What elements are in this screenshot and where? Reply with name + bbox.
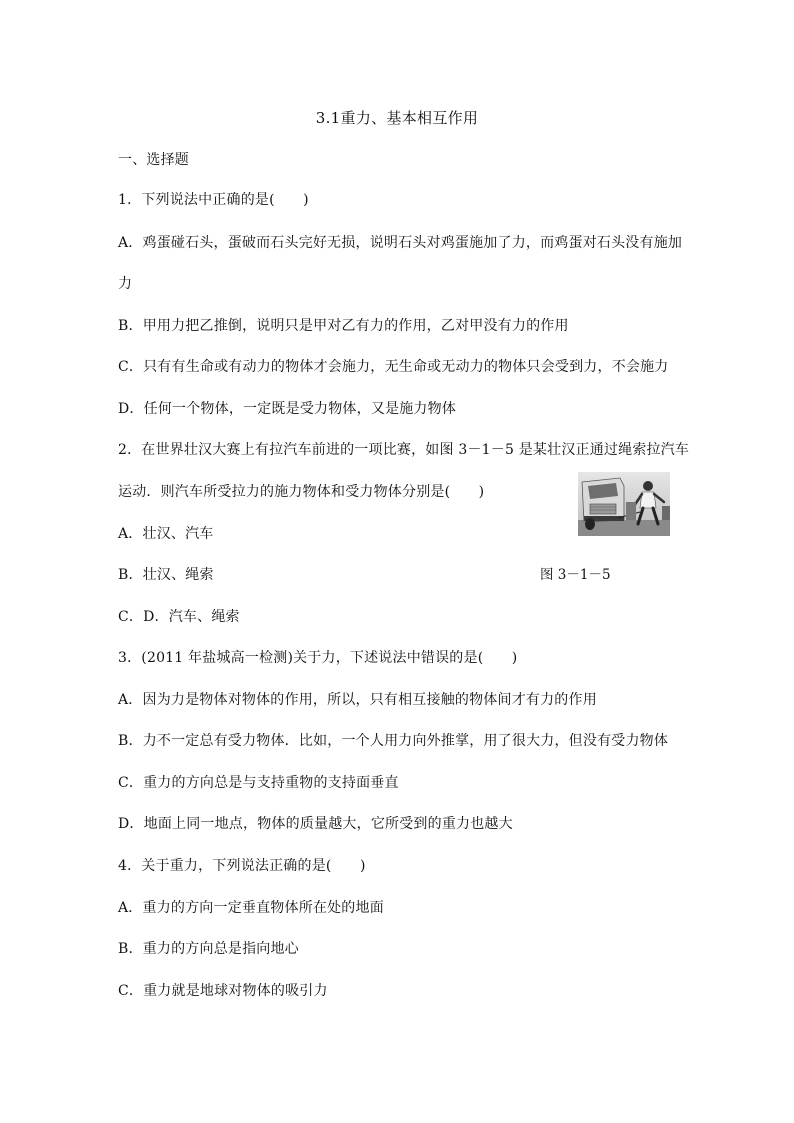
figure-caption: 图 3－1－5 [540,567,611,583]
question-3-option-b: B．力不一定总有受力物体．比如，一个人用力向外推掌，用了很大力，但没有受力物体 [118,733,669,749]
figure-photo-strongman-pulling-truck [578,472,670,536]
question-1-option-a: A．鸡蛋碰石头，蛋破而石头完好无损，说明石头对鸡蛋施加了力，而鸡蛋对石头没有施加 [118,235,683,251]
question-3-option-d: D．地面上同一地点，物体的质量越大，它所受到的重力也越大 [118,816,513,832]
question-2-option-b: B．壮汉、绳索 [118,567,214,583]
question-4-option-a: A．重力的方向一定垂直物体所在处的地面 [118,900,384,916]
question-1-option-a-continued: 力 [118,276,133,292]
question-1-stem: 1．下列说法中正确的是( ) [118,192,309,208]
question-1-option-c: C．只有有生命或有动力的物体才会施力，无生命或无动力的物体只会受到力，不会施力 [118,359,669,375]
question-4-option-c: C．重力就是地球对物体的吸引力 [118,983,328,999]
section-heading: 一、选择题 [118,152,189,168]
question-4-option-b: B．重力的方向总是指向地心 [118,941,299,957]
question-2-option-c: C．D．汽车、绳索 [118,609,240,625]
question-3-option-c: C．重力的方向总是与支持重物的支持面垂直 [118,775,399,791]
question-3-stem: 3．(2011 年盐城高一检测)关于力，下述说法中错误的是( ) [118,650,518,666]
question-2-stem: 2．在世界壮汉大赛上有拉汽车前进的一项比赛，如图 3－1－5 是某壮汉正通过绳索拉汽车 [118,442,690,458]
document-title: 3.1重力、基本相互作用 [315,109,479,127]
question-2-stem-continued: 运动．则汽车所受拉力的施力物体和受力物体分别是( ) [118,484,485,500]
question-4-stem: 4．关于重力，下列说法正确的是( ) [118,858,366,874]
question-1-option-d: D．任何一个物体，一定既是受力物体，又是施力物体 [118,401,457,417]
question-2-option-a: A．壮汉、汽车 [118,526,214,542]
question-3-option-a: A．因为力是物体对物体的作用，所以，只有相互接触的物体间才有力的作用 [118,692,597,708]
question-1-option-b: B．甲用力把乙推倒，说明只是甲对乙有力的作用，乙对甲没有力的作用 [118,318,569,334]
